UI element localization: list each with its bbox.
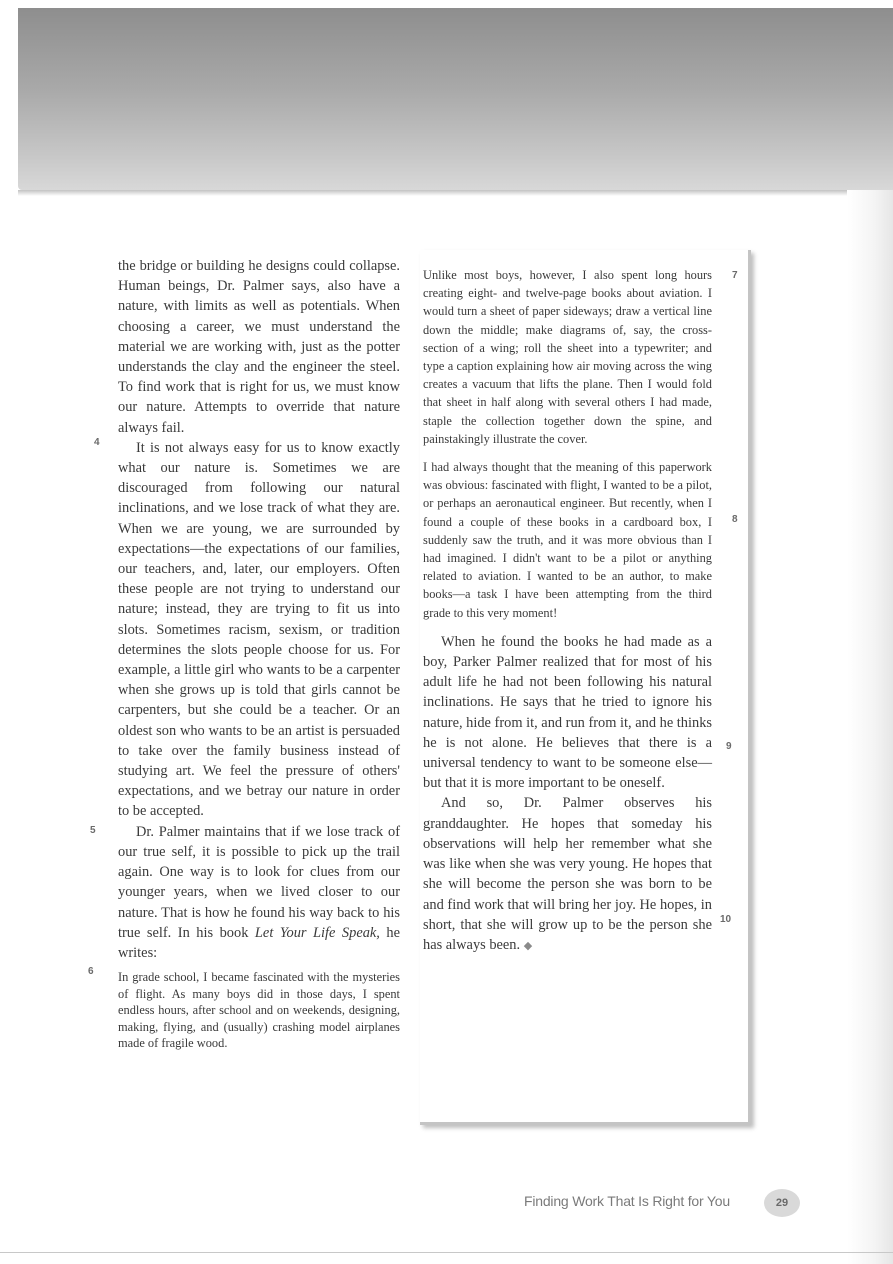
paragraph-number-9: 9 — [726, 741, 732, 752]
paragraph-7-quote: Unlike most boys, however, I also spent long hours creating eight- and twelve-page books about aviation. I would turn a sheet of paper sideways; draw a vertical line down the middle; make diagrams of, say, the cross-section of a wing; roll the sheet into a typewriter; and type a caption explaining how air moving across the wing creates a vacuum that lifts the plane. Then I would fold that sheet in half along with several others I had made, staple the collection together down the spine, and painstakingly illustrate the cover. — [423, 268, 712, 446]
paragraph-number-8: 8 — [732, 514, 738, 525]
page-number-badge: 29 — [764, 1189, 800, 1217]
paragraph-10 — [423, 793, 712, 956]
left-column — [118, 256, 400, 1052]
paragraph-number-6: 6 — [88, 966, 94, 977]
paragraph-number-4: 4 — [94, 437, 100, 448]
paragraph-4: It is not always easy for us to know exactly what our nature is. Sometimes we are discouraged from following our natural inclinations, and we lose track of what they are. When we are young, we are surrounded by expectations—the expectations of our families, our teachers, and, later, our employers. Often these people are not trying to understand our nature; instead, they are trying to fit us into slots. Sometimes racism, sexism, or tradition determines the slots people choose for us. For example, a little girl who wants to be a carpenter when she grows up is told that girls cannot be carpenters, but she could be a teacher. Or an oldest son who wants to be an artist is persuaded to take over the family business instead of studying art. We feel the pressure of others' expectations, and we betray our nature in order to be accepted. — [118, 439, 400, 820]
paragraph-number-5: 5 — [90, 825, 96, 836]
paragraph-6-quote: In grade school, I became fascinated with the mysteries of flight. As many boys did in those days, I spent endless hours, after school and on weekends, designing, making, flying, and (usually) crashing model airplanes made of fragile wood. — [118, 970, 400, 1051]
book-title: Let Your Life Speak, — [254, 924, 380, 941]
end-mark-icon: ◆ — [523, 939, 533, 952]
right-column — [423, 266, 712, 956]
paragraph-5-text: Dr. Palmer maintains that if we lose track of our true self, it is possible to pick up the trail again. One way is to look for clues from our younger years, when we lived closer to our nature. That is how he found his way back to his true self. In his book — [118, 823, 400, 941]
paragraph-5-end: he writes: — [118, 924, 400, 961]
paragraph-9: When he found the books he had made as a boy, Parker Palmer realized that for most of his adult life he had not been following his natural inclinations. He says that he tried to ignore his nature, hide from it, and run from it, and he thinks he is not alone. He believes that there is a universal tendency to want to be someone else—but that it is more important to be oneself. — [423, 633, 712, 792]
paragraph-number-10: 10 — [720, 914, 732, 925]
paragraph-10-text: And so, Dr. Palmer observes his granddaughter. He hopes that someday his observations will help her remember what she was like when she was very young. He hopes that she will become the person she was born to be and find work that will bring her joy. He hopes, in short, that she will grow up to be the person she has always been. — [423, 795, 712, 953]
paragraph-continuation: the bridge or building he designs could collapse. Human beings, Dr. Palmer says, also have a nature, with limits as well as potentials. When choosing a career, we must understand the material we are working with, just as the potter understands the clay and the engineer the steel. To find work that is right for us, we must know our nature. Attempts to override that nature always fail. — [118, 258, 400, 436]
paragraph-number-7: 7 — [732, 270, 738, 281]
scan-shadow-band — [18, 8, 893, 190]
page-edge-shadow — [847, 190, 893, 1264]
page-bottom-rule — [0, 1252, 893, 1253]
paragraph-5 — [118, 822, 400, 963]
running-footer-title: Finding Work That Is Right for You — [524, 1193, 730, 1209]
paragraph-8-quote: I had always thought that the meaning of this paperwork was obvious: fascinated with flight, I wanted to be a pilot, or perhaps an aeronautical engineer. But recently, when I found a couple of these books in a cardboard box, I suddenly saw the truth, and it was more obvious than I had imagined. I didn't want to be a pilot or anything related to aviation. I wanted to be an author, to make books—a task I have been attempting from the third grade to this very moment! — [423, 460, 712, 620]
